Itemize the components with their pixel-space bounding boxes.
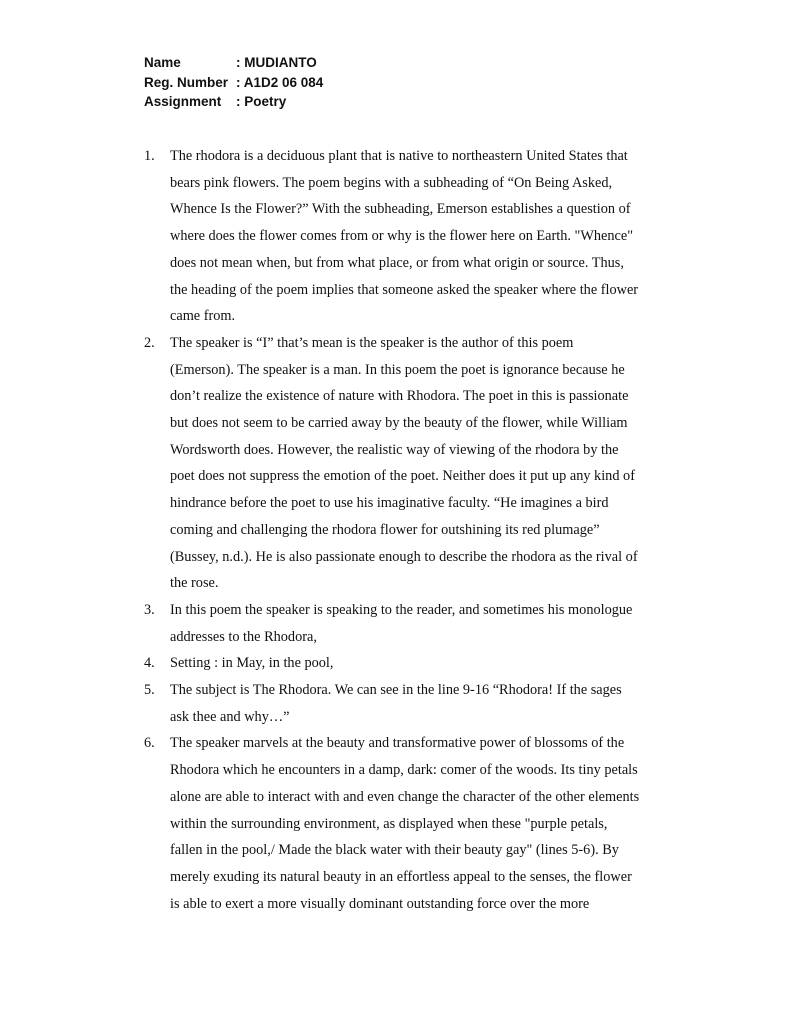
text-line: does not mean when, but from what place, or from what origin or source. Thus, bbox=[170, 254, 624, 271]
text-line: don’t realize the existence of nature with Rhodora. The poet in this is passionate bbox=[170, 388, 629, 405]
text-line: In this poem the speaker is speaking to the reader, and sometimes his monologue bbox=[170, 601, 633, 618]
text-line: addresses to the Rhodora, bbox=[170, 628, 317, 645]
name-label: Name bbox=[144, 55, 181, 70]
answer-item bbox=[144, 330, 684, 597]
text-line: The speaker is “I” that’s mean is the speaker is the author of this poem bbox=[170, 334, 574, 351]
text-line: within the surrounding environment, as displayed when these "purple petals, bbox=[170, 815, 608, 832]
text-line: hindrance before the poet to use his imaginative faculty. “He imagines a bird bbox=[170, 495, 609, 512]
answer-text bbox=[170, 730, 684, 917]
name-value: : MUDIANTO bbox=[236, 55, 317, 70]
text-line: bears pink flowers. The poem begins with a subheading of “On Being Asked, bbox=[170, 174, 613, 191]
assignment-value: : Poetry bbox=[236, 94, 287, 109]
header-row-reg-number bbox=[144, 73, 323, 93]
answer-number: 3. bbox=[144, 601, 155, 618]
answer-item bbox=[144, 730, 684, 917]
text-line: The rhodora is a deciduous plant that is native to northeastern United States that bbox=[170, 148, 628, 164]
text-line: Wordsworth does. However, the realistic way of viewing of the rhodora by the bbox=[170, 441, 619, 458]
answer-item bbox=[144, 597, 684, 650]
text-line: The subject is The Rhodora. We can see in the line 9-16 “Rhodora! If the sages bbox=[170, 682, 622, 699]
answer-text bbox=[170, 330, 684, 597]
text-line: is able to exert a more visually dominant outstanding force over the more bbox=[170, 895, 590, 912]
document-header bbox=[144, 53, 323, 112]
answer-number: 5. bbox=[144, 682, 155, 699]
header-row-assignment bbox=[144, 92, 323, 112]
reg-number-value: : A1D2 06 084 bbox=[236, 74, 324, 90]
text-line: (Bussey, n.d.). He is also passionate enough to describe the rhodora as the rival of bbox=[170, 548, 638, 565]
answer-item bbox=[144, 143, 684, 330]
header-row-name bbox=[144, 53, 323, 73]
answer-text bbox=[170, 650, 684, 677]
text-line: the rose. bbox=[170, 575, 219, 592]
answer-number: 6. bbox=[144, 735, 155, 752]
text-line: coming and challenging the rhodora flower for outshining its red plumage” bbox=[170, 521, 600, 538]
text-line: ask thee and why…” bbox=[170, 708, 290, 725]
text-line: Setting : in May, in the pool, bbox=[170, 655, 334, 672]
answer-list bbox=[144, 143, 684, 917]
text-line: where does the flower comes from or why is the flower here on Earth. "Whence" bbox=[170, 228, 634, 245]
answer-text bbox=[170, 597, 684, 650]
text-line: merely exuding its natural beauty in an effortless appeal to the senses, the flower bbox=[170, 868, 632, 885]
answer-number: 2. bbox=[144, 334, 155, 351]
text-line: the heading of the poem implies that someone asked the speaker where the flower bbox=[170, 281, 639, 298]
text-line: (Emerson). The speaker is a man. In this poem the poet is ignorance because he bbox=[170, 361, 625, 378]
answer-item bbox=[144, 650, 684, 677]
text-line: came from. bbox=[170, 308, 236, 325]
text-line: but does not seem to be carried away by the beauty of the flower, while William bbox=[170, 415, 628, 432]
answer-number: 1. bbox=[144, 148, 155, 164]
text-line: Whence Is the Flower?” With the subheading, Emerson establishes a question of bbox=[170, 201, 631, 218]
answer-number: 4. bbox=[144, 655, 155, 672]
text-line: alone are able to interact with and even change the character of the other elements bbox=[170, 788, 640, 805]
text-line: poet does not suppress the emotion of the poet. Neither does it put up any kind of bbox=[170, 468, 635, 485]
answer-item bbox=[144, 677, 684, 730]
text-line: fallen in the pool,/ Made the black water with their beauty gay" (lines 5-6). By bbox=[170, 842, 619, 859]
reg-number-label: Reg. Number bbox=[144, 74, 229, 90]
text-line: The speaker marvels at the beauty and transformative power of blossoms of the bbox=[170, 735, 625, 752]
assignment-label: Assignment bbox=[144, 94, 222, 109]
answer-text bbox=[170, 677, 684, 730]
answer-text bbox=[170, 143, 684, 330]
text-line: Rhodora which he encounters in a damp, dark: comer of the woods. Its tiny petals bbox=[170, 762, 638, 779]
